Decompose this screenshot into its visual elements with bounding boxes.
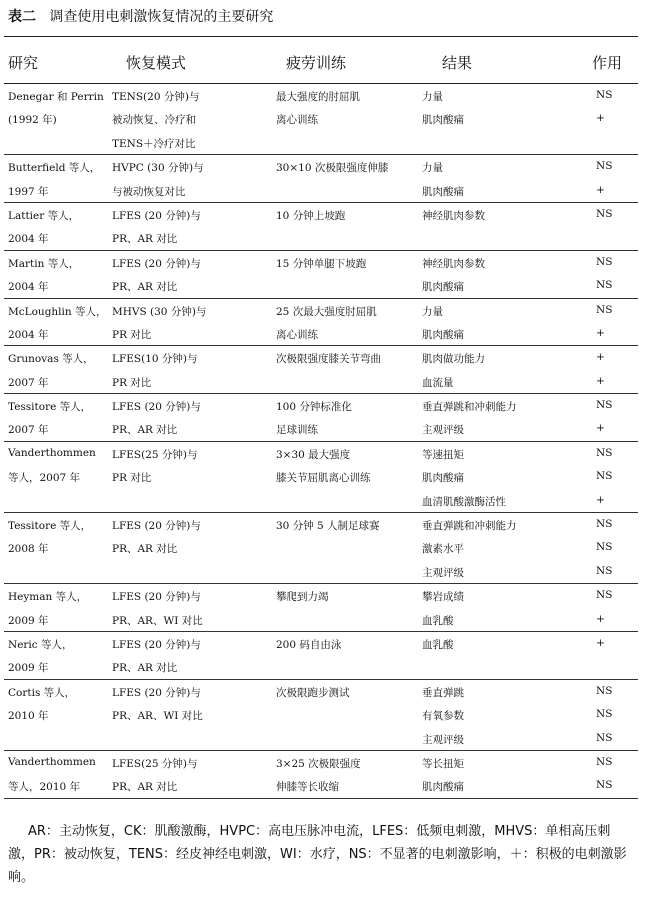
cell-result: 肌肉酸痛 bbox=[422, 114, 464, 127]
cell-mode: PR、AR 对比 bbox=[112, 543, 178, 556]
table-row bbox=[4, 680, 638, 751]
table-row-line bbox=[4, 274, 638, 297]
cell-mode: LFES (20 分钟)与 bbox=[112, 401, 201, 414]
header-training: 疲劳训练 bbox=[286, 54, 347, 72]
cell-effect: NS bbox=[596, 541, 613, 554]
cell-result: 垂直弹跳和冲刺能力 bbox=[422, 401, 517, 414]
cell-training: 最大强度的肘屈肌 bbox=[276, 91, 360, 103]
table-row-line bbox=[4, 322, 638, 345]
table-row-line bbox=[4, 251, 638, 274]
cell-mode: PR、AR 对比 bbox=[112, 662, 178, 675]
cell-mode: LFES (20 分钟)与 bbox=[112, 591, 201, 604]
cell-result: 等长扭矩 bbox=[422, 757, 464, 770]
cell-effect: + bbox=[596, 326, 605, 339]
table-row bbox=[4, 346, 638, 394]
cell-study: 1997 年 bbox=[8, 185, 49, 198]
abbreviations-footnote: AR：主动恢复，CK：肌酸激酶，HVPC：高电压脉冲电流，LFES：低频电刺激，MHVS：单相高压刺激，PR：被动恢复，TENS：经皮神经电刺激，WI：水疗，NS：不显著的电刺激影响，＋：积极的电刺激影响。 bbox=[8, 824, 627, 885]
cell-effect: NS bbox=[596, 589, 613, 602]
cell-result: 等速扭矩 bbox=[422, 448, 464, 461]
cell-study: 2004 年 bbox=[8, 281, 49, 294]
cell-training: 伸膝等长收缩 bbox=[276, 781, 339, 794]
cell-mode: LFES (20 分钟)与 bbox=[112, 520, 201, 533]
cell-training: 膝关节屈肌离心训练 bbox=[276, 472, 371, 485]
cell-mode: PR、AR 对比 bbox=[112, 781, 178, 794]
table-row-line bbox=[4, 774, 638, 797]
cell-result: 主观评级 bbox=[422, 566, 464, 579]
cell-result: 肌肉酸痛 bbox=[422, 185, 464, 198]
cell-mode: HVPC (30 分钟)与 bbox=[112, 162, 204, 175]
cell-result: 神经肌肉参数 bbox=[422, 209, 485, 222]
cell-study: Vanderthommen bbox=[8, 446, 96, 459]
cell-training: 200 码自由泳 bbox=[276, 638, 342, 651]
cell-mode: PR 对比 bbox=[112, 328, 152, 341]
table-row-line bbox=[4, 680, 638, 703]
cell-effect: + bbox=[596, 636, 605, 649]
cell-mode: LFES (20 分钟)与 bbox=[112, 638, 201, 651]
cell-effect: NS bbox=[596, 399, 613, 412]
table-row bbox=[4, 203, 638, 251]
table-row-line bbox=[4, 608, 638, 631]
cell-training: 离心训练 bbox=[276, 114, 318, 127]
cell-study: 2007 年 bbox=[8, 376, 49, 389]
cell-study: Butterfield 等人， bbox=[8, 162, 101, 175]
cell-result: 肌肉酸痛 bbox=[422, 281, 464, 294]
header-effect: 作用 bbox=[592, 54, 623, 72]
cell-mode: PR、AR 对比 bbox=[112, 424, 178, 437]
table-title: 调查使用电刺激恢复情况的主要研究 bbox=[49, 9, 274, 25]
cell-mode: TENS(20 分钟)与 bbox=[112, 91, 200, 103]
cell-study: Tessitore 等人， bbox=[8, 520, 92, 533]
table-row-line bbox=[4, 179, 638, 202]
cell-effect: + bbox=[596, 422, 605, 435]
cell-study: 2004 年 bbox=[8, 328, 49, 341]
table-row-line bbox=[4, 346, 638, 369]
cell-result: 力量 bbox=[422, 91, 443, 103]
cell-training: 15 分钟单腿下坡跑 bbox=[276, 257, 367, 270]
table-row-line bbox=[4, 584, 638, 607]
cell-training: 30 分钟 5 人制足球赛 bbox=[276, 520, 380, 533]
table-row bbox=[4, 584, 638, 632]
table-row bbox=[4, 394, 638, 442]
cell-mode: LFES (20 分钟)与 bbox=[112, 257, 201, 270]
table-header bbox=[4, 37, 638, 84]
cell-study: Martin 等人， bbox=[8, 257, 80, 270]
cell-study: 2008 年 bbox=[8, 543, 49, 556]
table-row-line bbox=[4, 465, 638, 488]
table-row-line bbox=[4, 131, 638, 154]
cell-effect: NS bbox=[596, 731, 613, 744]
table-row-line bbox=[4, 226, 638, 249]
cell-training: 次极限跑步测试 bbox=[276, 686, 350, 699]
cell-result: 肌肉酸痛 bbox=[422, 328, 464, 341]
cell-result: 激素水平 bbox=[422, 543, 464, 556]
cell-effect: NS bbox=[596, 255, 613, 268]
cell-training: 3×25 次极限强度 bbox=[276, 757, 361, 770]
table-row-line bbox=[4, 560, 638, 583]
cell-mode: PR、AR 对比 bbox=[112, 281, 178, 294]
cell-training: 攀爬到力竭 bbox=[276, 591, 329, 604]
table-row-line bbox=[4, 370, 638, 393]
table-row-line bbox=[4, 632, 638, 655]
cell-study: Neric 等人， bbox=[8, 638, 73, 651]
cell-result: 肌肉做功能力 bbox=[422, 353, 485, 366]
cell-result: 力量 bbox=[422, 305, 443, 318]
cell-training: 25 次最大强度肘屈肌 bbox=[276, 305, 377, 318]
table-row bbox=[4, 632, 638, 680]
cell-result: 主观评级 bbox=[422, 733, 464, 746]
cell-effect: NS bbox=[596, 207, 613, 220]
table-row-line bbox=[4, 394, 638, 417]
cell-result: 力量 bbox=[422, 162, 443, 175]
cell-study: 等人，2007 年 bbox=[8, 472, 81, 485]
cell-study: 2007 年 bbox=[8, 424, 49, 437]
table-row-line bbox=[4, 107, 638, 130]
table-row-line bbox=[4, 84, 638, 107]
cell-study: 2009 年 bbox=[8, 662, 49, 675]
cell-mode: PR、AR、WI 对比 bbox=[112, 710, 203, 723]
cell-effect: NS bbox=[596, 708, 613, 721]
cell-result: 肌肉酸痛 bbox=[422, 472, 464, 485]
cell-effect: NS bbox=[596, 279, 613, 292]
cell-mode: LFES(25 分钟)与 bbox=[112, 448, 198, 461]
cell-effect: NS bbox=[596, 89, 613, 101]
cell-study: Vanderthommen bbox=[8, 755, 96, 768]
cell-effect: + bbox=[596, 612, 605, 625]
cell-mode: MHVS (30 分钟)与 bbox=[112, 305, 207, 318]
table-row-line bbox=[4, 513, 638, 536]
table-number: 表二 bbox=[8, 9, 36, 25]
studies-table bbox=[4, 36, 638, 799]
cell-result: 主观评级 bbox=[422, 424, 464, 437]
cell-effect: NS bbox=[596, 684, 613, 697]
cell-effect: NS bbox=[596, 564, 613, 577]
table-row-line bbox=[4, 299, 638, 322]
table-caption bbox=[8, 6, 273, 26]
table-row bbox=[4, 513, 638, 584]
table-row-line bbox=[4, 417, 638, 440]
cell-effect: + bbox=[596, 183, 605, 196]
cell-effect: NS bbox=[596, 779, 613, 792]
cell-training: 足球训练 bbox=[276, 424, 318, 437]
cell-effect: + bbox=[596, 351, 605, 364]
table-row-line bbox=[4, 751, 638, 774]
cell-mode: LFES(10 分钟)与 bbox=[112, 353, 198, 366]
cell-study: Heyman 等人， bbox=[8, 591, 88, 604]
cell-result: 攀岩成绩 bbox=[422, 591, 464, 604]
cell-effect: + bbox=[596, 112, 605, 125]
cell-study: Denegar 和 Perrin bbox=[8, 91, 104, 103]
table-row bbox=[4, 299, 638, 347]
table-row bbox=[4, 751, 638, 799]
cell-effect: NS bbox=[596, 755, 613, 768]
cell-study: 2009 年 bbox=[8, 614, 49, 627]
cell-effect: + bbox=[596, 374, 605, 387]
cell-study: Lattier 等人， bbox=[8, 209, 80, 222]
cell-effect: NS bbox=[596, 446, 613, 459]
cell-mode: 被动恢复、冷疗和 bbox=[112, 114, 196, 127]
table-row-line bbox=[4, 203, 638, 226]
cell-result: 有氧参数 bbox=[422, 710, 464, 723]
cell-study: 2004 年 bbox=[8, 233, 49, 246]
cell-result: 垂直弹跳和冲刺能力 bbox=[422, 520, 517, 533]
cell-study: Grunovas 等人， bbox=[8, 353, 94, 366]
cell-study: 2010 年 bbox=[8, 710, 49, 723]
table-row-line bbox=[4, 536, 638, 559]
cell-effect: NS bbox=[596, 160, 613, 173]
cell-study: Tessitore 等人， bbox=[8, 401, 92, 414]
cell-mode: LFES(25 分钟)与 bbox=[112, 757, 198, 770]
cell-effect: NS bbox=[596, 470, 613, 483]
table-row-line bbox=[4, 442, 638, 465]
cell-mode: PR 对比 bbox=[112, 472, 152, 485]
cell-effect: + bbox=[596, 493, 605, 506]
cell-training: 100 分钟标准化 bbox=[276, 401, 352, 414]
cell-mode: PR、AR 对比 bbox=[112, 233, 178, 246]
cell-training: 30×10 次极限强度伸膝 bbox=[276, 162, 389, 175]
table-row-line bbox=[4, 489, 638, 512]
header-mode: 恢复模式 bbox=[126, 54, 187, 72]
cell-mode: LFES (20 分钟)与 bbox=[112, 209, 201, 222]
table-row-line bbox=[4, 655, 638, 678]
cell-effect: NS bbox=[596, 518, 613, 531]
cell-mode: PR 对比 bbox=[112, 376, 152, 389]
table-row-line bbox=[4, 155, 638, 178]
cell-result: 血流量 bbox=[422, 376, 454, 389]
cell-result: 血乳酸 bbox=[422, 614, 454, 627]
cell-mode: LFES (20 分钟)与 bbox=[112, 686, 201, 699]
cell-mode: PR、AR、WI 对比 bbox=[112, 614, 203, 627]
cell-training: 离心训练 bbox=[276, 328, 318, 341]
cell-result: 血乳酸 bbox=[422, 638, 454, 651]
cell-result: 垂直弹跳 bbox=[422, 686, 464, 699]
cell-result: 血清肌酸激酶活性 bbox=[422, 495, 506, 508]
cell-effect: NS bbox=[596, 303, 613, 316]
table-row-line bbox=[4, 727, 638, 750]
table-body bbox=[4, 84, 638, 799]
cell-training: 10 分钟上坡跑 bbox=[276, 209, 346, 222]
cell-training: 3×30 最大强度 bbox=[276, 448, 351, 461]
cell-study: McLoughlin 等人， bbox=[8, 305, 107, 318]
cell-result: 肌肉酸痛 bbox=[422, 781, 464, 794]
cell-mode: 与被动恢复对比 bbox=[112, 185, 186, 198]
cell-study: 等人，2010 年 bbox=[8, 781, 81, 794]
header-result: 结果 bbox=[442, 54, 473, 72]
table-row bbox=[4, 84, 638, 155]
cell-mode: TENS＋冷疗对比 bbox=[112, 137, 196, 150]
table-row bbox=[4, 251, 638, 299]
cell-training: 次极限强度膝关节弯曲 bbox=[276, 353, 381, 366]
table-row-line bbox=[4, 703, 638, 726]
cell-study: Cortis 等人， bbox=[8, 686, 76, 699]
table-row bbox=[4, 155, 638, 203]
cell-study: (1992 年) bbox=[8, 114, 57, 127]
table-row bbox=[4, 442, 638, 513]
header-study: 研究 bbox=[8, 54, 39, 72]
cell-result: 神经肌肉参数 bbox=[422, 257, 485, 270]
